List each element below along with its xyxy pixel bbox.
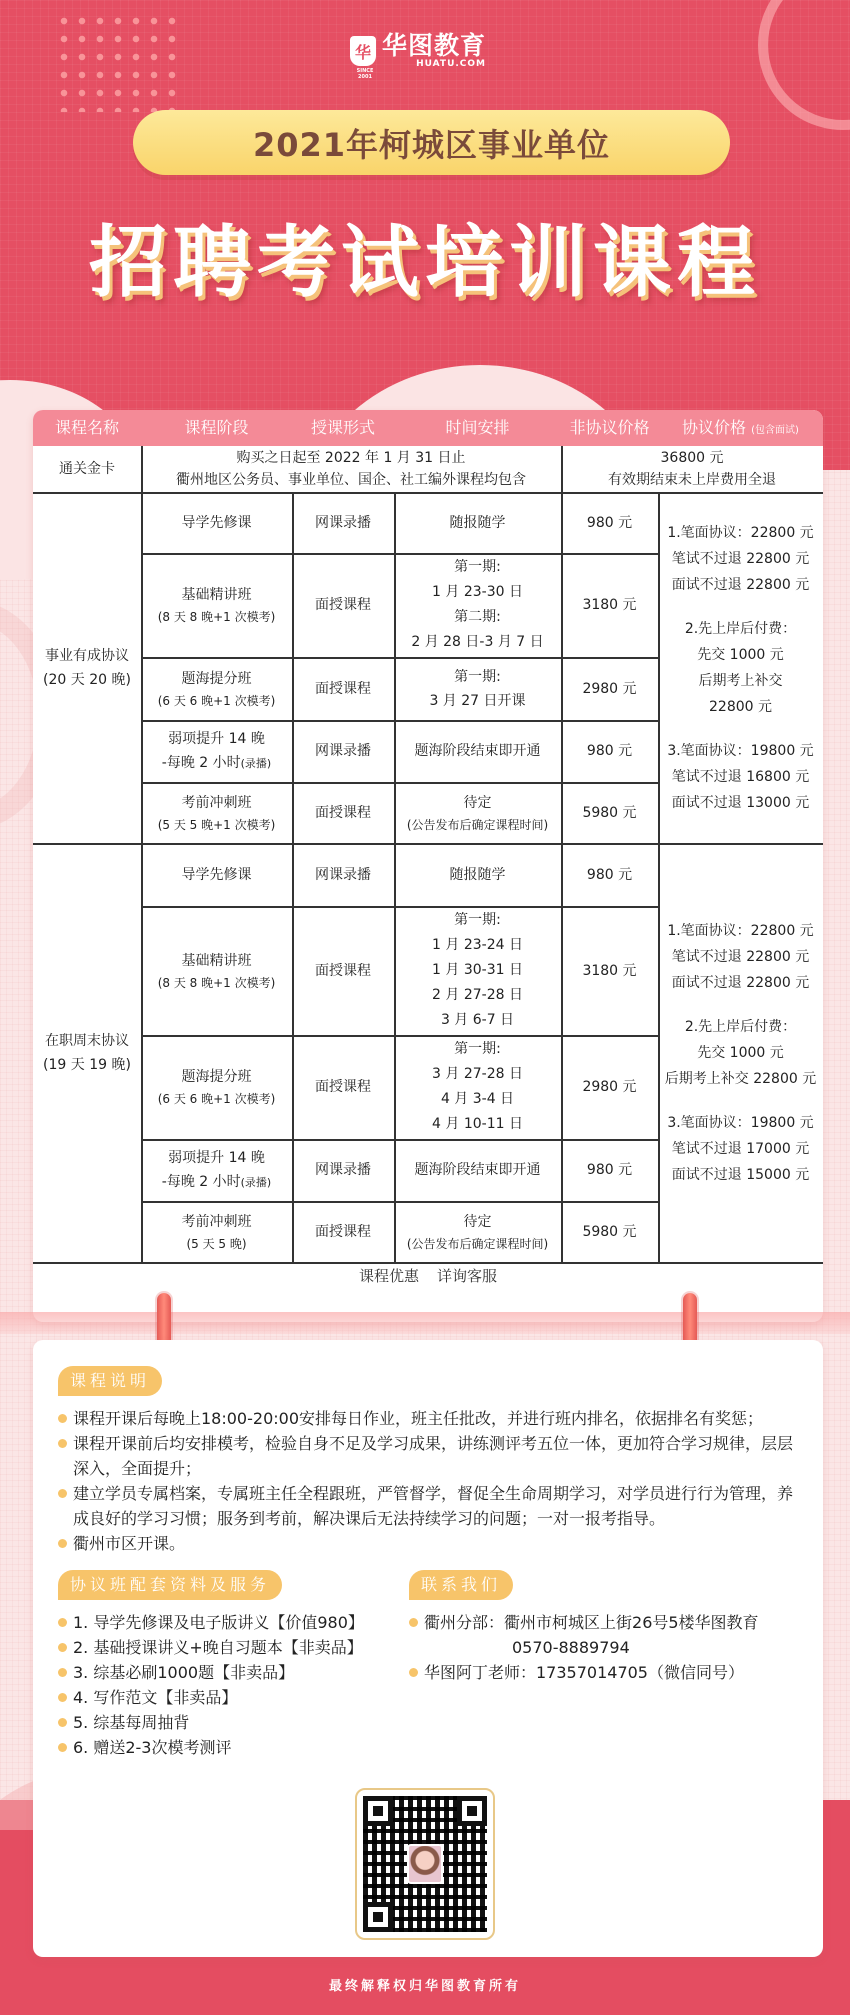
protocol-prices-shiye: 1.笔面协议：22800 元 笔试不过退 22800 元 面试不过退 22800 元 2.先上岸后付费： 先交 1000 元 后期考上补交 22800 元 3.笔面协议：19800 元 笔试不过退 16800 元 面试不过退 13000 元	[667, 524, 814, 811]
services-list	[57, 1610, 417, 1760]
page-title: 招聘考试培训课程	[88, 218, 761, 308]
table-row-format: 网课录播	[315, 743, 371, 759]
table-row-stage: 考前冲刺班 (5 天 5 晚)	[181, 1213, 252, 1251]
th-non-protocol-price: 非协议价格	[569, 418, 650, 437]
list-item: 6. 赠送2-3次模考测评	[57, 1735, 417, 1760]
table-row-schedule: 待定 (公告发布后确定课程时间)	[406, 1213, 549, 1251]
qr-finder-icon	[363, 1796, 393, 1826]
brand-name-en: HUATU.COM	[416, 59, 487, 69]
brand-logo	[350, 31, 487, 80]
tag-services: 协议班配套资料及服务	[58, 1570, 282, 1600]
promo-note: 课程优惠 详询客服	[358, 1267, 498, 1285]
list-item: 课程开课前后均安排模考，检验自身不足及学习成果，讲练测评考五位一体，更加符合学习规律，层层深入，全面提升；	[57, 1431, 807, 1481]
list-item: 课程开课后每晚上18:00-20:00安排每日作业，班主任批改，并进行班内排名，依据排名有奖惩；	[57, 1406, 807, 1431]
table-row-stage: 基础精讲班 (8 天 8 晚+1 次模考)	[157, 587, 276, 624]
logo-since: SINCE 2001	[356, 68, 374, 80]
contact-branch: 衢州分部：衢州市柯城区上街26号5楼华图教育 0570-8889794	[408, 1610, 818, 1660]
brand-name-cn: 华图教育	[382, 31, 487, 60]
course-table-card	[33, 410, 823, 1322]
huatu-logo-icon: 华 SINCE 2001	[350, 36, 376, 66]
table-row-schedule: 随报随学	[449, 514, 506, 531]
th-stage: 课程阶段	[184, 418, 249, 437]
table-row-price: 5980 元	[582, 1223, 637, 1240]
table-row-price: 3180 元	[582, 597, 637, 613]
th-protocol-price: 协议价格 (包含面试)	[682, 418, 799, 437]
binder-ribbon	[0, 1312, 850, 1334]
contact-teacher: 华图阿丁老师：17357014705（微信同号）	[408, 1660, 818, 1685]
table-header	[33, 410, 823, 446]
table-row-stage: 考前冲刺班 (5 天 5 晚+1 次模考)	[157, 794, 276, 832]
qr-code	[355, 1788, 495, 1940]
course-notes-list	[57, 1406, 807, 1556]
th-course-name: 课程名称	[54, 418, 119, 437]
list-item: 4. 写作范文【非卖品】	[57, 1685, 417, 1710]
gold-card-description: 购买之日起至 2022 年 1 月 31 日止 衢州地区公务员、事业单位、国企、社工编外课程均包含	[176, 450, 526, 488]
table-row-price: 980 元	[586, 866, 633, 883]
table-row-stage: 题海提分班 (6 天 6 晚+1 次模考)	[157, 1069, 276, 1106]
table-row-schedule: 随报随学	[449, 866, 506, 883]
table-row-schedule: 待定 (公告发布后确定课程时间)	[406, 794, 549, 832]
table-row-format: 面授课程	[315, 962, 371, 979]
decorative-dots	[55, 12, 185, 112]
subtitle-banner: 2021年柯城区事业单位	[133, 110, 730, 175]
table-row-price: 980 元	[586, 514, 633, 531]
table-row-schedule: 题海阶段结束即开通	[414, 743, 541, 759]
table-row-format: 面授课程	[315, 1079, 371, 1095]
table-row-format: 网课录播	[315, 1162, 371, 1178]
table-row-format: 面授课程	[315, 804, 371, 821]
table-row-schedule: 第一期: 1 月 23-30 日 第二期: 2 月 28 日-3 月 7 日	[411, 559, 544, 650]
group-name-shiye: 事业有成协议 (20 天 20 晚)	[43, 647, 131, 688]
table-row-price: 980 元	[586, 743, 633, 759]
table-row-format: 网课录播	[315, 866, 371, 883]
footer-disclaimer: 最终解释权归华图教育所有	[328, 1979, 521, 1994]
contact-list	[408, 1610, 818, 1685]
gold-card-price: 36800 元 有效期结束未上岸费用全退	[608, 450, 776, 488]
table-row-stage: 导学先修课	[181, 866, 252, 883]
table-row-schedule: 第一期: 3 月 27-28 日 4 月 3-4 日 4 月 10-11 日	[432, 1041, 523, 1132]
tag-course-notes: 课程说明	[58, 1366, 162, 1396]
list-item: 建立学员专属档案，专属班主任全程跟班，严管督学，督促全生命周期学习，对学员进行行为管理，养成良好的学习习惯；服务到考前，解决课后无法持续学习的问题；一对一报考指导。	[57, 1481, 807, 1531]
table-row-format: 面授课程	[315, 597, 371, 613]
list-item: 1. 导学先修课及电子版讲义【价值980】	[57, 1610, 417, 1635]
table-row-stage: 弱项提升 14 晚 -每晚 2 小时(录播)	[161, 730, 272, 771]
contact-phone: 0570-8889794	[512, 1638, 630, 1657]
table-row-schedule: 第一期: 3 月 27 日开课	[429, 668, 526, 709]
list-item: 3. 综基必刷1000题【非卖品】	[57, 1660, 417, 1685]
qr-finder-icon	[363, 1902, 393, 1932]
list-item: 2. 基础授课讲义+晚自习题本【非卖品】	[57, 1635, 417, 1660]
group-name-zaizhi: 在职周末协议 (19 天 19 晚)	[43, 1032, 131, 1073]
tag-contact: 联系我们	[409, 1570, 513, 1600]
list-item: 衢州市区开课。	[57, 1531, 807, 1556]
th-schedule: 时间安排	[445, 418, 510, 437]
table-row-stage: 弱项提升 14 晚 -每晚 2 小时(录播)	[161, 1149, 272, 1190]
avatar-icon	[407, 1844, 443, 1884]
table-row-schedule: 题海阶段结束即开通	[414, 1162, 541, 1178]
divider	[561, 446, 563, 492]
table-row-price: 2980 元	[582, 680, 637, 697]
table-row-stage: 导学先修课	[181, 514, 252, 531]
gold-card-name: 通关金卡	[59, 461, 115, 477]
table-row-stage: 基础精讲班 (8 天 8 晚+1 次模考)	[157, 952, 276, 990]
table-row-format: 面授课程	[315, 1223, 371, 1240]
table-row-schedule: 第一期: 1 月 23-24 日 1 月 30-31 日 2 月 27-28 日 3 月 6-7 日	[432, 912, 523, 1028]
divider	[33, 1262, 823, 1264]
qr-code-icon	[363, 1796, 487, 1932]
table-row-format: 网课录播	[315, 514, 371, 531]
table-row-format: 面授课程	[315, 680, 371, 697]
table-row-price: 5980 元	[582, 804, 637, 821]
qr-finder-icon	[457, 1796, 487, 1826]
table-row-price: 2980 元	[582, 1079, 637, 1095]
table-row-price: 3180 元	[582, 962, 637, 979]
protocol-prices-zaizhi: 1.笔面协议：22800 元 笔试不过退 22800 元 面试不过退 22800 元 2.先上岸后付费： 先交 1000 元 后期考上补交 22800 元 3.笔面协议：19800 元 笔试不过退 17000 元 面试不过退 15000 元	[664, 922, 817, 1183]
th-format: 授课形式	[310, 418, 375, 437]
table-row-stage: 题海提分班 (6 天 6 晚+1 次模考)	[157, 670, 276, 708]
list-item: 5. 综基每周抽背	[57, 1710, 417, 1735]
table-row-price: 980 元	[586, 1162, 633, 1178]
